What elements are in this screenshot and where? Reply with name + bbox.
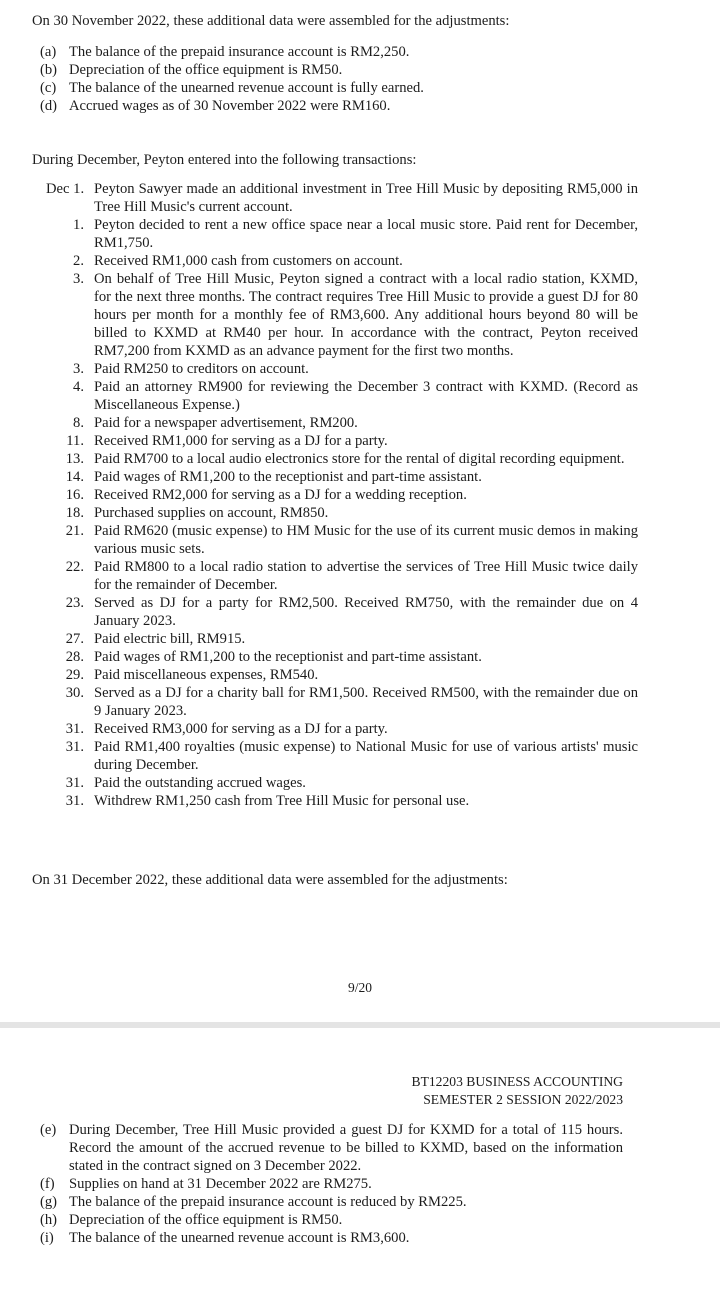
transaction-date: 31. (65, 775, 84, 791)
transaction-item (46, 720, 638, 738)
transaction-date: Dec 1. (46, 181, 85, 197)
adjustment-text: Depreciation of the office equipment is RM50. (69, 62, 343, 78)
transaction-date: 4. (73, 379, 84, 395)
transaction-item (46, 684, 638, 720)
transaction-item (46, 666, 638, 684)
transaction-text: Paid the outstanding accrued wages. (94, 775, 306, 791)
adjustment-letter: (d) (40, 98, 58, 114)
transaction-date: 8. (73, 415, 84, 431)
transaction-text: Paid RM800 to a local radio station to advertise the services of Tree Hill Music twice daily for the remainder of December. (94, 559, 638, 593)
transaction-date: 16. (65, 487, 84, 503)
transaction-text: Received RM1,000 cash from customers on account. (94, 253, 403, 269)
adjustment-item (40, 61, 640, 79)
adjustment-letter: (f) (40, 1176, 55, 1192)
transaction-item (46, 648, 638, 666)
adjustment-item (40, 97, 640, 115)
adjustment-item (40, 1175, 623, 1193)
transaction-text: Purchased supplies on account, RM850. (94, 505, 329, 521)
adjustment-text: Accrued wages as of 30 November 2022 were RM160. (69, 98, 391, 114)
transaction-date: 27. (65, 631, 84, 647)
adjustment-letter: (h) (40, 1212, 58, 1228)
transaction-item (46, 504, 638, 522)
page-number: 9/20 (347, 980, 372, 995)
transaction-date: 3. (73, 361, 84, 377)
adjustment-item (40, 79, 640, 97)
adjustment-item (40, 43, 640, 61)
transaction-item (46, 180, 638, 216)
transaction-date: 11. (66, 433, 84, 449)
transaction-date: 28. (65, 649, 84, 665)
transaction-date: 23. (65, 595, 84, 611)
transaction-text: Peyton decided to rent a new office space near a local music store. Paid rent for December, RM1,750. (94, 217, 638, 251)
transaction-item (46, 450, 638, 468)
transaction-date: 31. (65, 793, 84, 809)
adjustment-text: The balance of the prepaid insurance account is reduced by RM225. (69, 1194, 467, 1210)
adjustment-text: During December, Tree Hill Music provided a guest DJ for KXMD for a total of 115 hours. Record the amount of the accrued revenue to be billed to KXMD, based on the information stated in the contract signed on 3 December 2022. (69, 1122, 623, 1174)
transaction-text: Peyton Sawyer made an additional investment in Tree Hill Music by depositing RM5,000 in Tree Hill Music's current account. (94, 181, 638, 215)
transaction-date: 14. (65, 469, 84, 485)
transaction-item (46, 522, 638, 558)
nov-adjustments-intro: On 30 November 2022, these additional data were assembled for the adjustments: (32, 13, 510, 29)
transaction-text: Paid wages of RM1,200 to the receptionist and part-time assistant. (94, 469, 482, 485)
transaction-date: 31. (65, 721, 84, 737)
transaction-text: Received RM2,000 for serving as a DJ for a wedding reception. (94, 487, 467, 503)
transaction-text: Paid an attorney RM900 for reviewing the December 3 contract with KXMD. (Record as Miscellaneous Expense.) (94, 379, 638, 413)
adjustment-letter: (e) (40, 1122, 57, 1138)
adjustment-text: Supplies on hand at 31 December 2022 are RM275. (69, 1176, 372, 1192)
adjustment-text: The balance of the unearned revenue account is RM3,600. (69, 1230, 410, 1246)
transaction-date: 29. (65, 667, 84, 683)
adjustment-text: The balance of the prepaid insurance account is RM2,250. (69, 44, 410, 60)
transaction-text: Received RM1,000 for serving as a DJ for a party. (94, 433, 388, 449)
adjustment-letter: (c) (40, 80, 57, 96)
adjustment-text: The balance of the unearned revenue account is fully earned. (69, 80, 424, 96)
adjustment-item (40, 1121, 623, 1175)
transaction-text: Paid electric bill, RM915. (94, 631, 246, 647)
transaction-item (46, 252, 638, 270)
adjustment-item (40, 1193, 623, 1211)
dec-adjustments-list (40, 1121, 623, 1247)
transaction-item (46, 216, 638, 252)
transaction-text: Withdrew RM1,250 cash from Tree Hill Music for personal use. (94, 793, 470, 809)
transaction-date: 3. (73, 271, 84, 287)
transaction-item (46, 468, 638, 486)
adjustment-letter: (b) (40, 62, 58, 78)
adjustment-item (40, 1229, 623, 1247)
transaction-text: On behalf of Tree Hill Music, Peyton signed a contract with a local radio station, KXMD, for the next three months. The contract requires Tree Hill Music to provide a guest DJ for 80 hours per month for a monthly fee of RM3,600. Any additional hours beyond 80 will be billed to KXMD at RM40 per hour. In accordance with the contract, Peyton received RM7,200 from KXMD as an advance payment for the first two months. (94, 271, 638, 359)
transaction-item (46, 738, 638, 774)
transaction-text: Paid miscellaneous expenses, RM540. (94, 667, 319, 683)
transaction-text: Paid RM250 to creditors on account. (94, 361, 309, 377)
transaction-item (46, 774, 638, 792)
transaction-date: 18. (65, 505, 84, 521)
transaction-date: 22. (65, 559, 84, 575)
dec-adjustments-intro: On 31 December 2022, these additional data were assembled for the adjustments: (32, 872, 508, 888)
transaction-text: Paid RM1,400 royalties (music expense) to National Music for use of various artists' music during December. (94, 739, 638, 773)
adjustment-letter: (i) (40, 1230, 54, 1246)
semester-session: SEMESTER 2 SESSION 2022/2023 (423, 1092, 623, 1107)
transaction-text: Paid RM700 to a local audio electronics store for the rental of digital recording equipment. (94, 451, 625, 467)
adjustment-text: Depreciation of the office equipment is RM50. (69, 1212, 343, 1228)
transaction-item (46, 486, 638, 504)
nov-adjustments-list (40, 43, 640, 115)
transaction-text: Paid wages of RM1,200 to the receptionist and part-time assistant. (94, 649, 482, 665)
transaction-item (46, 378, 638, 414)
transaction-item (46, 360, 638, 378)
transaction-text: Served as a DJ for a charity ball for RM1,500. Received RM500, with the remainder due on 9 January 2023. (94, 685, 638, 719)
adjustment-item (40, 1211, 623, 1229)
transaction-item (46, 270, 638, 360)
transaction-item (46, 432, 638, 450)
transaction-date: 21. (65, 523, 84, 539)
adjustment-letter: (a) (40, 44, 57, 60)
transactions-list (46, 180, 638, 810)
transaction-item (46, 558, 638, 594)
transaction-text: Served as DJ for a party for RM2,500. Received RM750, with the remainder due on 4 January 2023. (94, 595, 638, 629)
course-title: BT12203 BUSINESS ACCOUNTING (411, 1074, 623, 1089)
transaction-text: Paid RM620 (music expense) to HM Music for the use of its current music demos in making various music sets. (94, 523, 638, 557)
transaction-date: 1. (73, 217, 84, 233)
transaction-item (46, 414, 638, 432)
transaction-text: Paid for a newspaper advertisement, RM200. (94, 415, 358, 431)
transaction-date: 31. (65, 739, 84, 755)
dec-transactions-intro: During December, Peyton entered into the following transactions: (32, 152, 417, 168)
transaction-date: 30. (65, 685, 84, 701)
adjustment-letter: (g) (40, 1194, 58, 1210)
transaction-text: Received RM3,000 for serving as a DJ for a party. (94, 721, 388, 737)
transaction-item (46, 630, 638, 648)
transaction-item (46, 594, 638, 630)
transaction-date: 2. (73, 253, 84, 269)
transaction-item (46, 792, 638, 810)
course-header (412, 1073, 623, 1109)
transaction-date: 13. (65, 451, 84, 467)
